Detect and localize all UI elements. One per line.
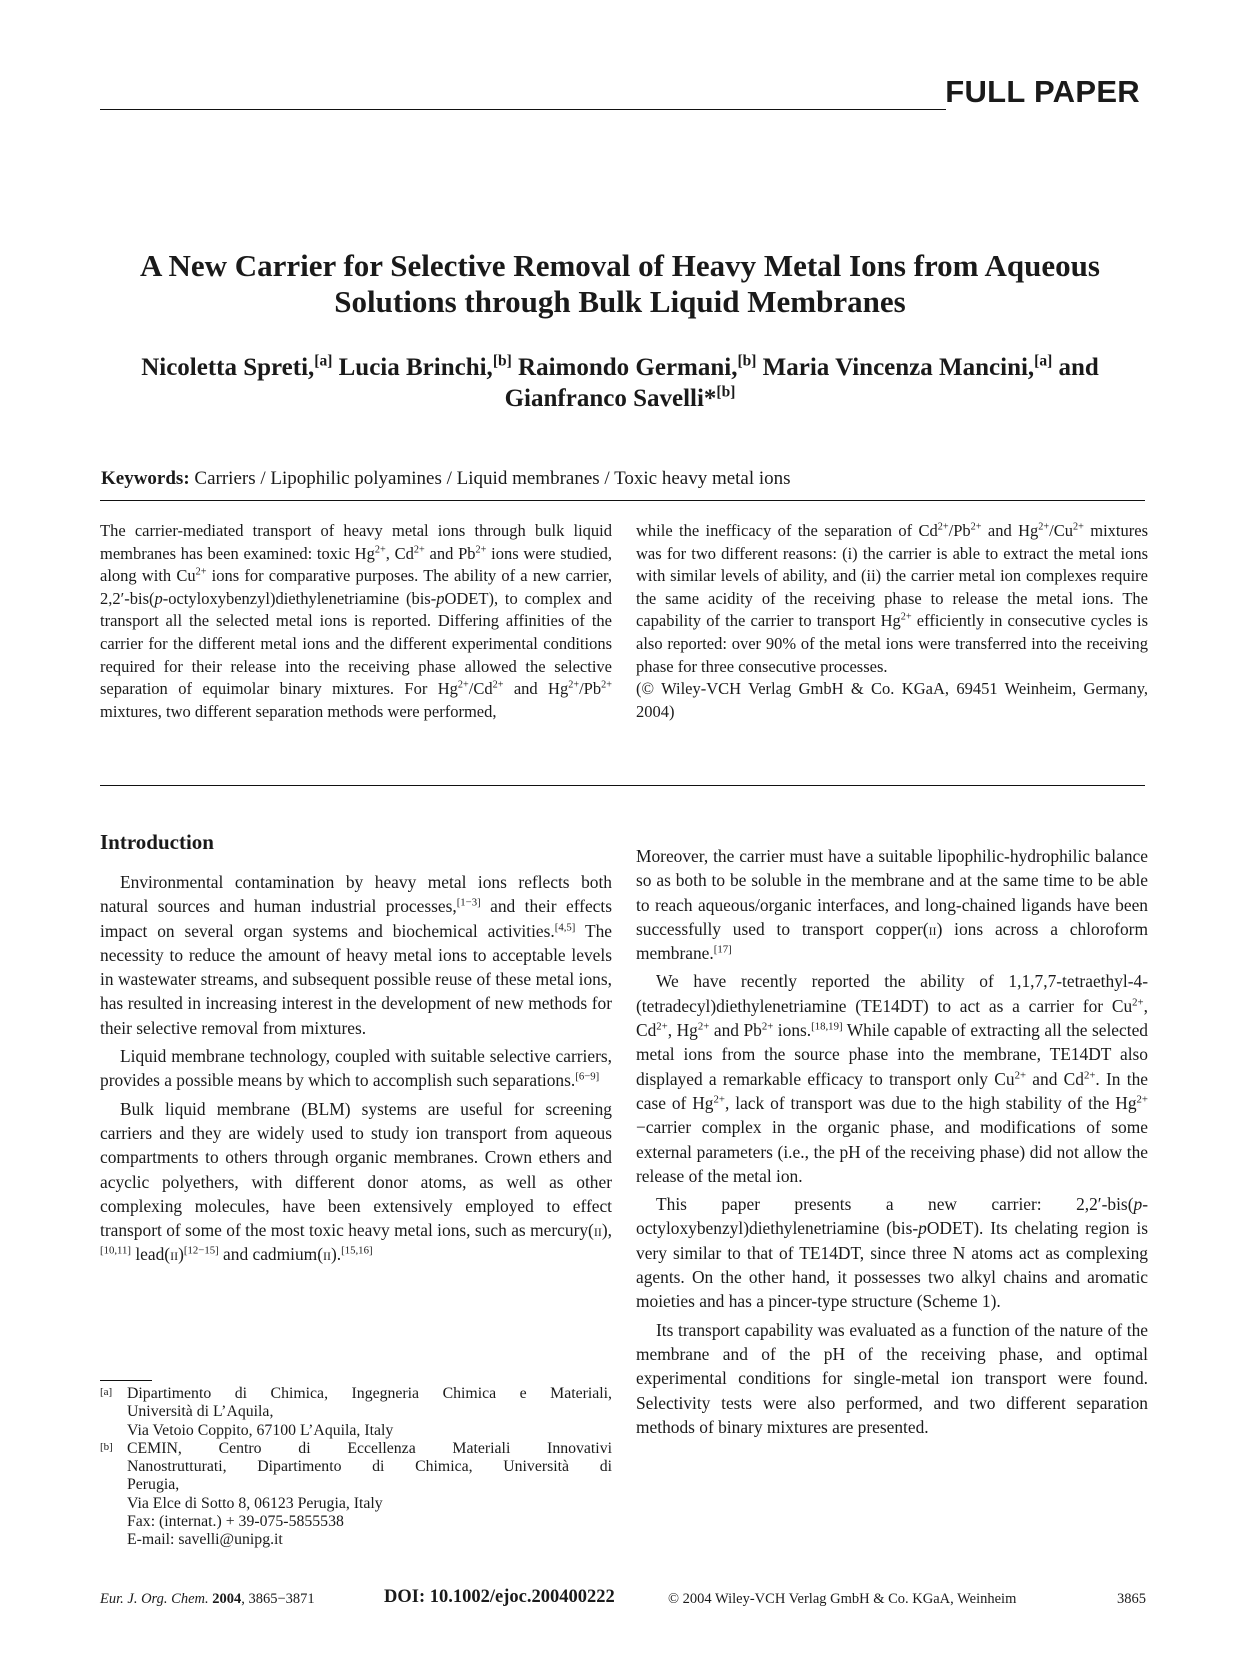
doi[interactable]: DOI: 10.1002/ejoc.200400222 bbox=[384, 1587, 615, 1607]
abstract-paragraph: while the inefficacy of the separation of $Cd^{2+}/Pb^{2+}$ and $Hg^{2+}/Cu^{2+}$ mixtures was for two different reasons: (i) the carrier is able to extract the metal ions with similar levels of ability, and (ii) the carrier metal ion complexes require the same acidity of the receiving phase to release the metal ions. The capability of the carrier to transport $Hg^{2+}$ efficiently in consecutive cycles is also reported: over 90% of the metal ions were transferred into the receiving phase for three consecutive processes. bbox=[636, 521, 1148, 676]
body-paragraph: Its transport capability was evaluated as a function of the nature of the membrane and of the pH of the receiving phase, and optimal experimental conditions for single-metal ion transport were found. Selectivity tests were also performed, and two different separation methods of binary mixtures are presented. bbox=[636, 1319, 1148, 1437]
abstract-copyright: (© Wiley-VCH Verlag GmbH & Co. KGaA, 69451 Weinheim, Germany, 2004) bbox=[636, 679, 1148, 721]
body-paragraph: This paper presents a new carrier: 2,2′-bis(p-octyloxybenzyl)diethylenetriamine (bis-pODET). Its chelating region is very similar to that of TE14DT, since three N atoms act as complexing agents. On the other hand, it possesses two alkyl chains and aromatic moieties and has a pincer-type structure (Scheme 1). bbox=[636, 1194, 1148, 1312]
keywords-text: Carriers / Lipophilic polyamines / Liquid membranes / Toxic heavy metal ions bbox=[194, 468, 791, 489]
footnote-b: [b] CEMIN, Centro di Eccellenza Materiali Innovativi Nanostrutturati, Dipartimento di Chimica, Università di Perugia, Via Elce di Sotto 8, 06123 Perugia, Italy Fax: (internat.) + 39-075-5855538 E-mail: savelli@unipg.it bbox=[100, 1439, 612, 1549]
author: Maria Vincenza Mancini,[a] bbox=[762, 352, 1053, 381]
paper-title: A New Carrier for Selective Removal of Heavy Metal Ions from Aqueous Solutions through Bulk Liquid Membranes bbox=[140, 248, 1100, 319]
author: Nicoletta Spreti,[a] bbox=[141, 352, 333, 381]
body-column-right bbox=[636, 844, 1148, 1443]
footnote-mark: [b] bbox=[100, 1440, 113, 1453]
abstract-top-rule bbox=[100, 500, 1145, 501]
section-label: FULL PAPER bbox=[945, 74, 1140, 109]
footnote-rule bbox=[100, 1380, 152, 1381]
abstract-column-left bbox=[100, 520, 612, 723]
author: Gianfranco Savelli*[b] bbox=[504, 383, 736, 412]
footer-copyright: © 2004 Wiley-VCH Verlag GmbH & Co. KGaA, Weinheim bbox=[668, 1591, 1017, 1607]
body-paragraph: We have recently reported the ability of 1,1,7,7-tetraethyl-4-(tetradecyl)diethylenetriamine (TE14DT) to act as a carrier for $Cu^{2+}$, $Cd^{2+}$, $Hg^{2+}$ and $Pb^{2+}$ ions.[18,19] While capable of extracting all the selected metal ions from the source phase into the membrane, TE14DT also displayed a remarkable efficacy to transport only $Cu^{2+}$ and $Cd^{2+}$. In the case of $Hg^{2+}$, lack of transport was due to the high stability of the $Hg^{2+}-carrier$ complex in the organic phase, and modifications of some external parameters (i.e., the pH of the receiving phase) did not allow the release of the metal ion. bbox=[636, 971, 1148, 1186]
body-paragraph: Liquid membrane technology, coupled with suitable selective carriers, provides a possible means by which to accomplish such separations.[6−9] bbox=[100, 1046, 612, 1091]
journal-citation: Eur. J. Org. Chem. 2004, 3865−3871 bbox=[100, 1591, 315, 1607]
body-paragraph: Environmental contamination by heavy metal ions reflects both natural sources and human industrial processes,[1−3] and their effects impact on several organ systems and biochemical activities.[4,5] The necessity to reduce the amount of heavy metal ions to acceptable levels in wastewater streams, and subsequent possible reuse of these metal ions, has resulted in increasing interest in the development of new methods for their selective removal from mixtures. bbox=[100, 872, 613, 1038]
keywords bbox=[101, 468, 791, 490]
section-heading: Introduction bbox=[100, 830, 214, 854]
footnote-a: [a] Dipartimento di Chimica, Ingegneria Chimica e Materiali, Università di L’Aquila, Via Vetoio Coppito, 67100 L’Aquila, Italy bbox=[100, 1385, 612, 1439]
author-list: Nicoletta Spreti,[a] Lucia Brinchi,[b] Raimondo Germani,[b] Maria Vincenza Mancini,[a] and Gianfranco Savelli*[b] bbox=[141, 352, 1099, 412]
header-rule bbox=[100, 109, 946, 110]
abstract-column-right bbox=[636, 520, 1148, 723]
body-column-left bbox=[100, 830, 612, 1271]
abstract-paragraph: The carrier-mediated transport of heavy metal ions through bulk liquid membranes has been examined: toxic $Hg^{2+}$, $Cd^{2+}$ and $Pb^{2+}$ ions were studied, along with $Cu^{2+}$ ions for comparative purposes. The ability of a new carrier, 2,2′-bis(p-octyloxybenzyl)diethylenetriamine (bis-pODET), to complex and transport all the selected metal ions is reported. Differing affinities of the carrier for the different metal ions and the different experimental conditions required for their release into the receiving phase allowed the selective separation of equimolar binary mixtures. For $Hg^{2+}/Cd^{2+}$ and $Hg^{2+}/Pb^{2+}$ mixtures, two different separation methods were performed, bbox=[100, 521, 613, 721]
body-paragraph: Moreover, the carrier must have a suitable lipophilic-hydrophilic balance so as both to be soluble in the membrane and at the same time to be able to reach aqueous/organic interfaces, and long-chained ligands have been successfully used to transport copper(ii) ions across a chloroform membrane.[17] bbox=[636, 846, 1148, 964]
keywords-label: Keywords: bbox=[101, 468, 190, 489]
abstract-bottom-rule bbox=[100, 785, 1145, 786]
affiliation-footnotes bbox=[100, 1380, 612, 1550]
body-paragraph: Bulk liquid membrane (BLM) systems are useful for screening carriers and they are widely used to study ion transport from aqueous compartments to others through organic membranes. Crown ethers and acyclic polyethers, with different donor atoms, as well as other complexing molecules, have been extensively employed to effect transport of some of the most toxic heavy metal ions, such as mercury(ii),[10,11] lead(ii)[12−15] and cadmium(ii).[15,16] bbox=[100, 1098, 612, 1265]
author: Lucia Brinchi,[b] bbox=[338, 352, 512, 381]
author: Raimondo Germani,[b] bbox=[518, 352, 757, 381]
page-number: 3865 bbox=[1117, 1591, 1146, 1607]
footnote-mark: [a] bbox=[100, 1386, 113, 1398]
